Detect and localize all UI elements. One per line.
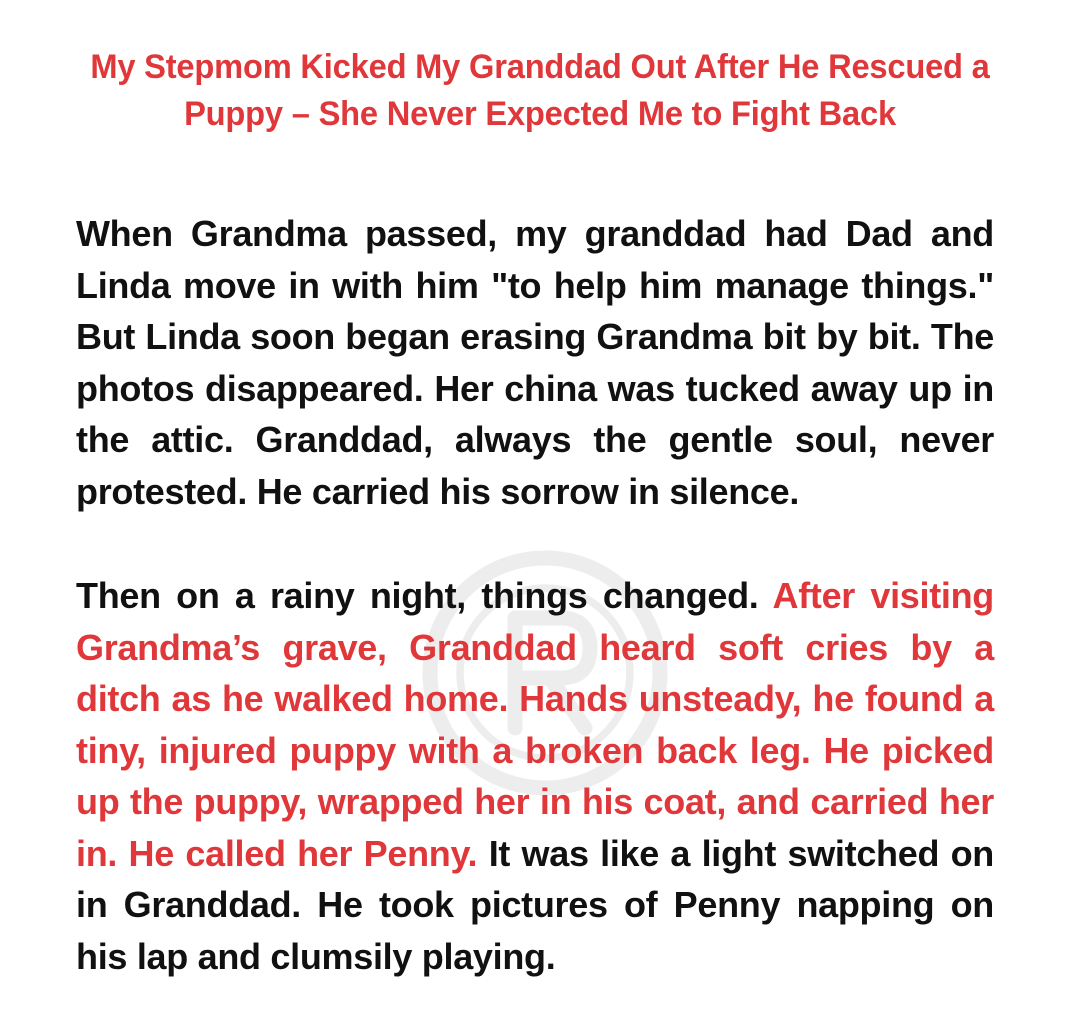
paragraph-2-intro: Then on a rainy night, things changed. [76, 575, 773, 616]
paragraph-2-outro: It was like a light switched on in Granddad. He took pictures of Penny napping on his lap and clumsily playing. [76, 832, 994, 977]
paragraph-1: When Grandma passed, my granddad had Dad and Linda move in with him "to help him manage things." But Linda soon began erasing Grandma bit by bit. The photos disappeared. Her china was tucked away up in the attic. Granddad, always the gentle soul, never protested. He carried his sorrow in silence. [76, 213, 994, 512]
paragraph-2-highlight: After visiting Grandma’s grave, Granddad heard soft cries by a ditch as he walked home. Hands unsteady, he found a tiny, injured puppy with a broken back leg. He picked up the puppy, wrapped her in his coat, and carried her in. He called her Penny. [76, 575, 994, 874]
article-title: My Stepmom Kicked My Granddad Out After He Rescued a Puppy – She Never Expected Me to Fight Back [90, 48, 990, 133]
paragraph-2 [76, 570, 994, 982]
